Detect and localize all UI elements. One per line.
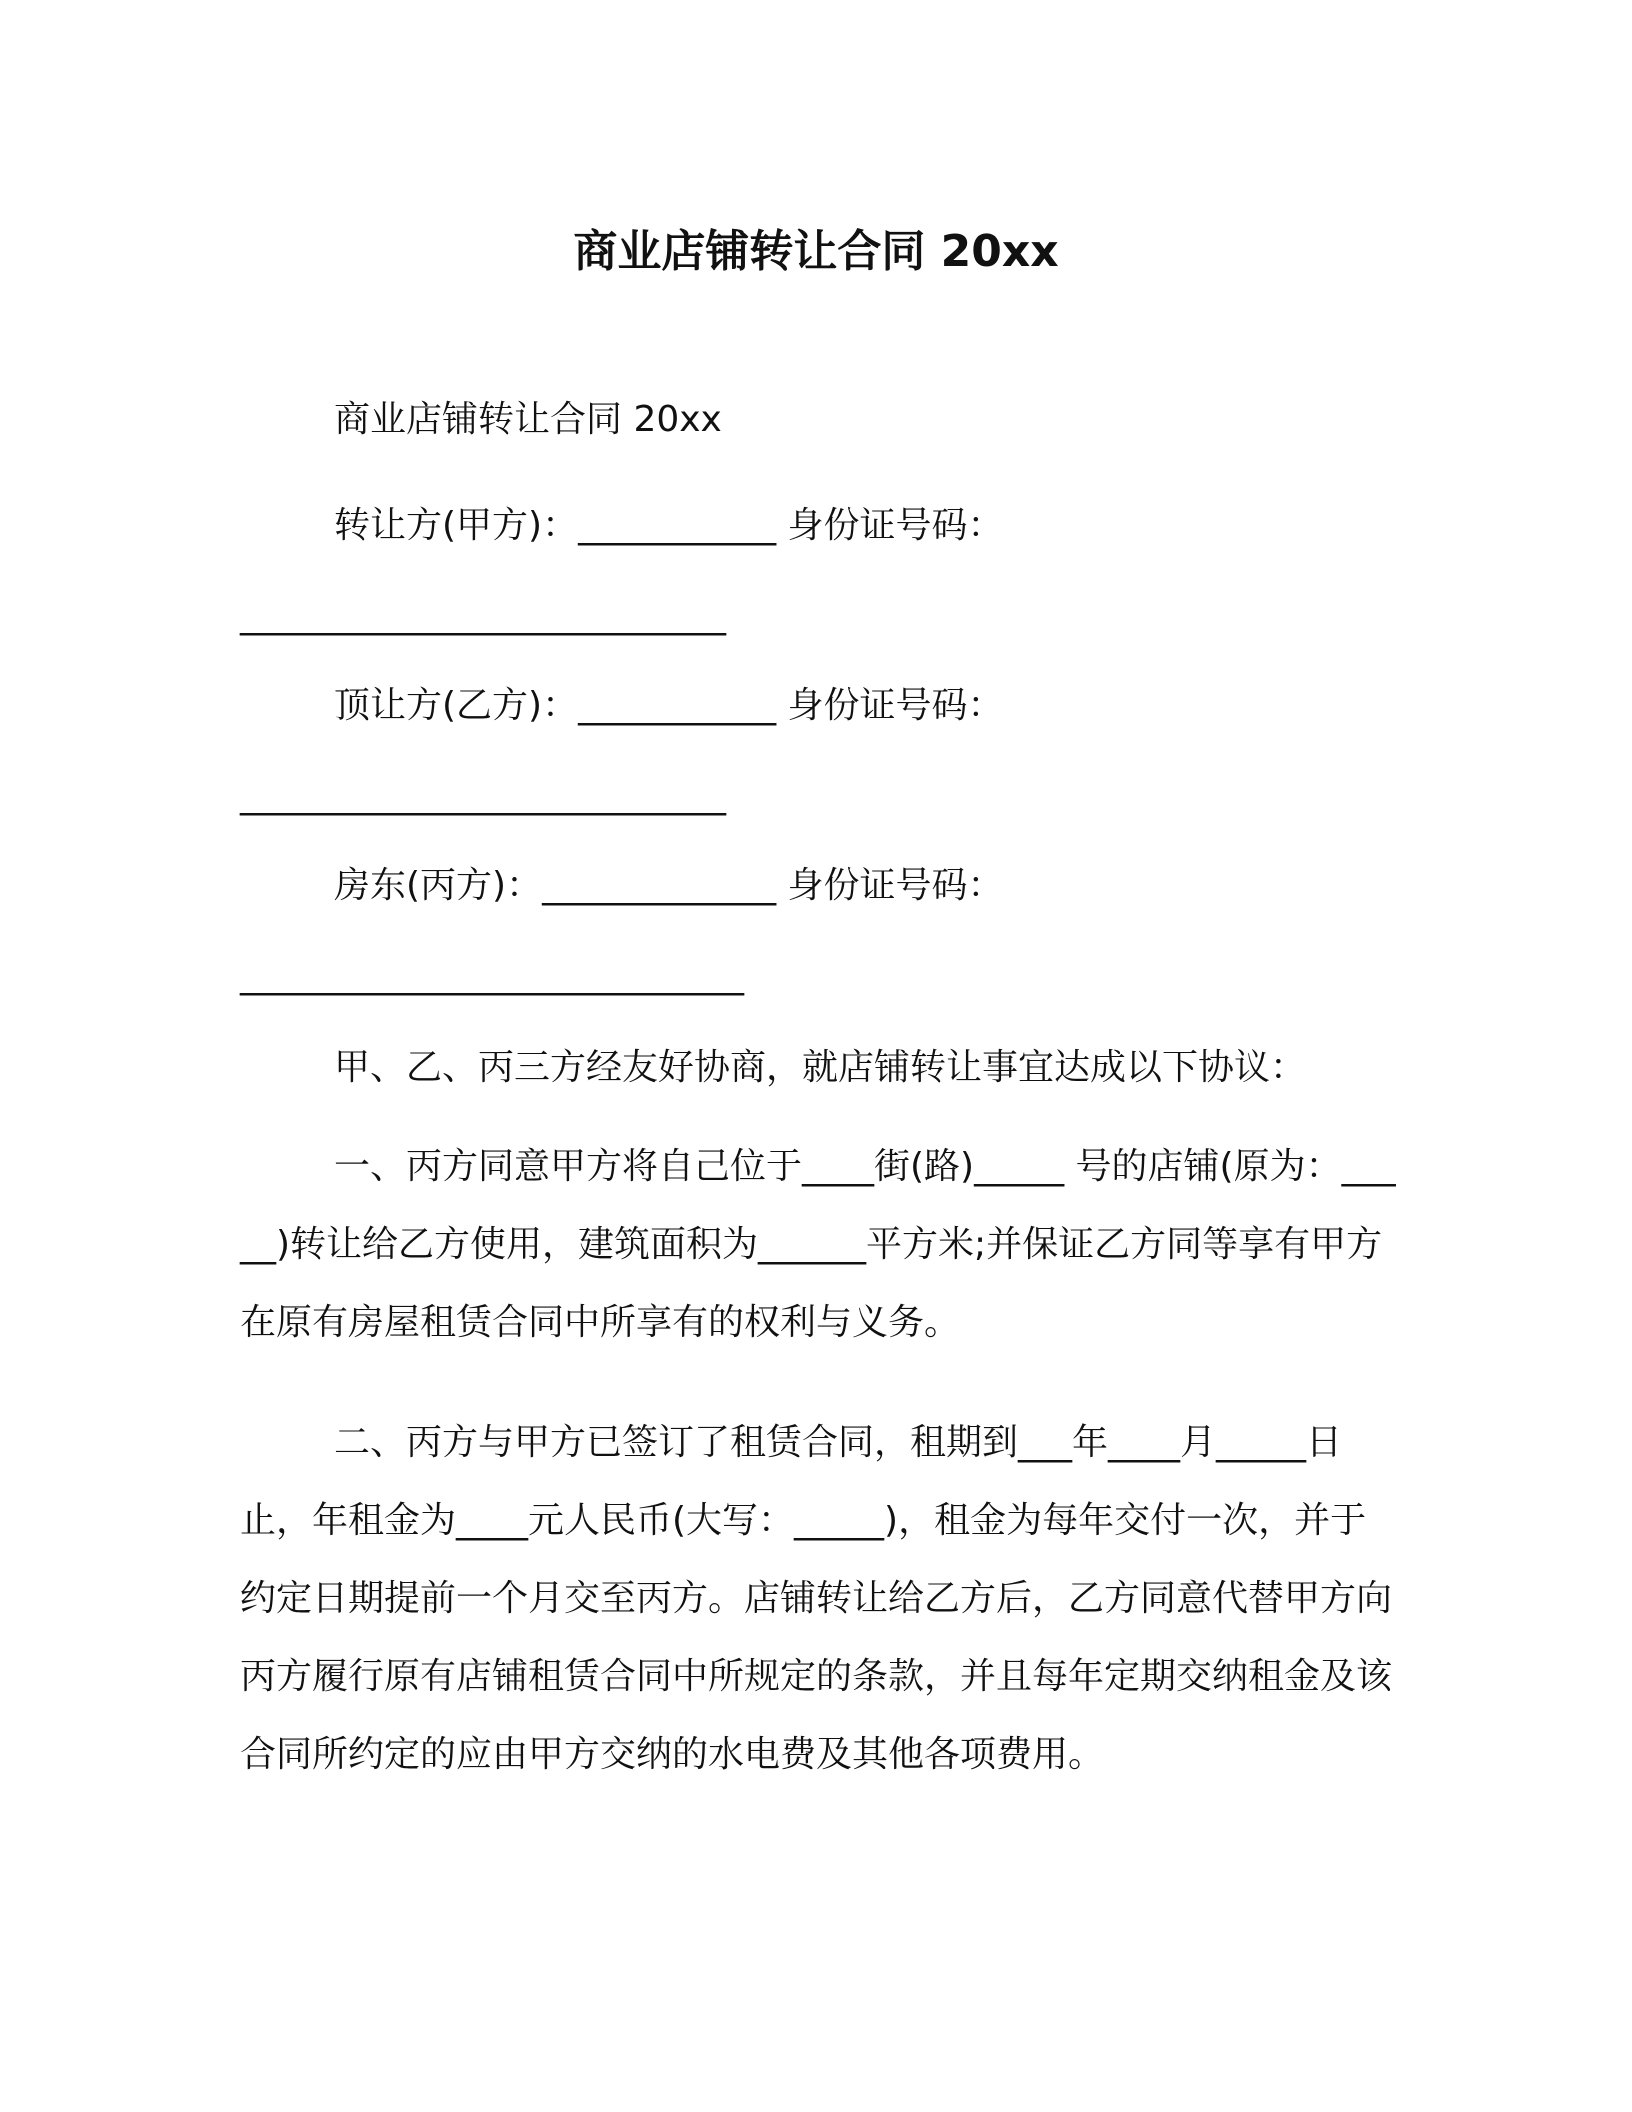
clause-1-paragraph: 一、丙方同意甲方将自己位于____街(路)_____ 号的店铺(原为：_____)转让给乙方使用，建筑面积为______平方米;并保证乙方同等享有甲方在原有房屋租赁合同中所享有的权利与义务。 xyxy=(240,1146,1396,1343)
intro-paragraph: 甲、乙、丙三方经友好协商，就店铺转让事宜达成以下协议： xyxy=(334,1047,1307,1088)
document-subtitle: 商业店铺转让合同 20xx xyxy=(334,399,722,440)
party-b-line: 顶让方(乙方)：___________ 身份证号码： xyxy=(334,685,1004,726)
document-title: 商业店铺转让合同 20xx xyxy=(573,226,1059,277)
party-a-id-blank: ___________________________ xyxy=(240,595,726,636)
party-c-line: 房东(丙方)：_____________ 身份证号码： xyxy=(334,865,1004,906)
clause-2-paragraph: 二、丙方与甲方已签订了租赁合同，租期到___年____月_____日止，年租金为____元人民币(大写：_____)，租金为每年交付一次，并于约定日期提前一个月交至丙方。店铺转让给乙方后，乙方同意代替甲方向丙方履行原有店铺租赁合同中所规定的条款，并且每年定期交纳租金及该合同所约定的应由甲方交纳的水电费及其他各项费用。 xyxy=(240,1422,1393,1775)
party-a-line: 转让方(甲方)：___________ 身份证号码： xyxy=(334,505,1004,546)
party-c-id-blank: ____________________________ xyxy=(240,955,744,996)
party-b-id-blank: ___________________________ xyxy=(240,775,726,816)
